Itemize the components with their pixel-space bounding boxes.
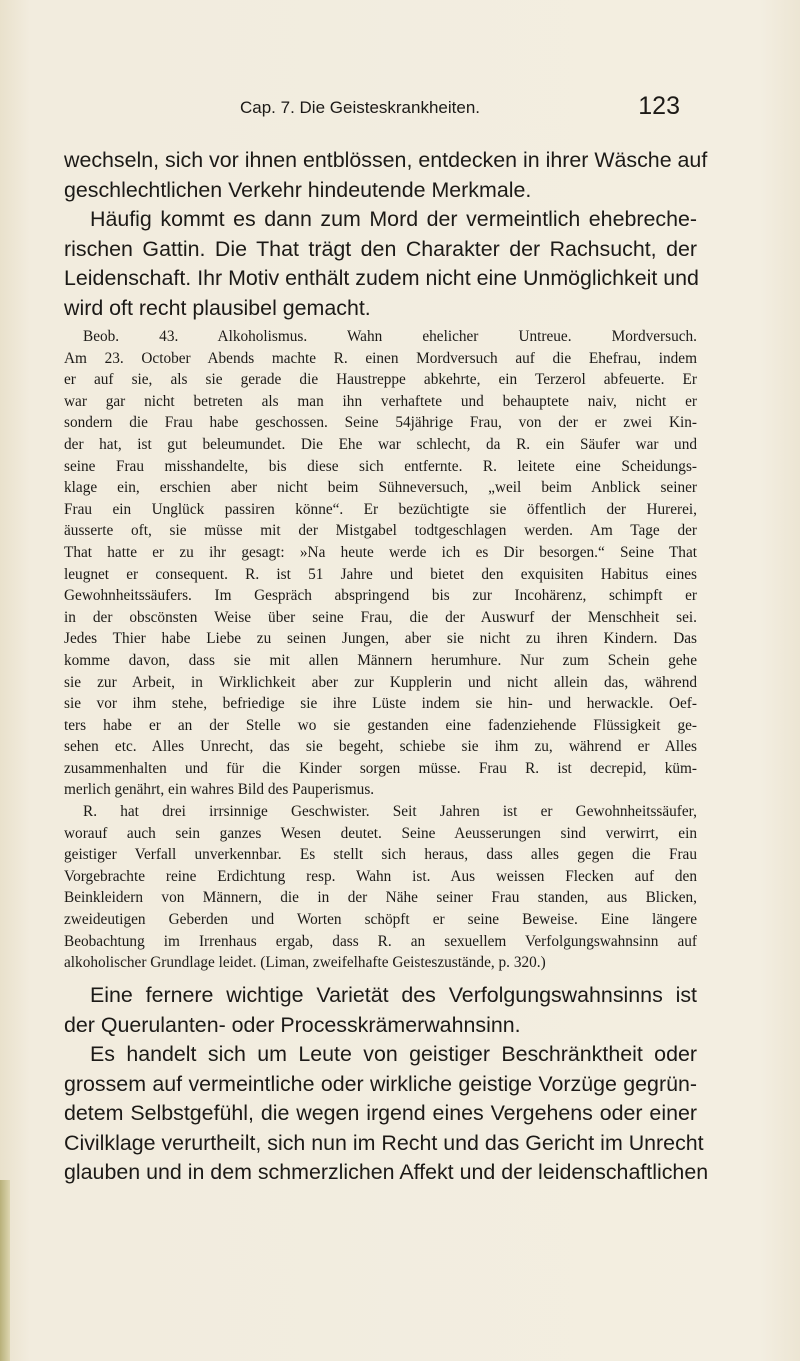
text-line: Jedes Thier habe Liebe zu seinen Jungen, aber sie nicht zu ihren Kindern. Das (64, 630, 697, 648)
text-line: rischen Gattin. Die That trägt den Charakter der Rachsucht, der (64, 236, 697, 261)
text-line: Beobachtung im Irrenhaus ergab, dass R. an sexuellem Verfolgungswahnsinn auf (64, 932, 697, 950)
text-line: Beinkleidern von Männern, die in der Nähe seiner Frau standen, aus Blicken, (64, 889, 697, 907)
paragraph-2 (64, 205, 697, 323)
text-line: sie vor ihm stehe, befriedige sie ihre Lüste indem sie hin- und herwackle. Oef- (64, 695, 697, 713)
text-line: Am 23. October Abends machte R. einen Mordversuch auf die Ehefrau, indem (64, 349, 697, 367)
text-line: Gewohnheitssäufers. Im Gespräch abspringend bis zur Incohärenz, schimpft er (64, 587, 697, 605)
text-line: merlich genährt, ein wahres Bild des Pauperismus. (64, 781, 375, 799)
text-line: in der obscönsten Weise über seine Frau, die der Auswurf der Menschheit sei. (64, 608, 697, 626)
text-line: Vorgebrachte reine Erdichtung resp. Wahn ist. Aus weissen Flecken auf den (64, 867, 697, 885)
text-line: zweideutigen Geberden und Worten schöpft er seine Beweise. Eine längere (64, 911, 697, 929)
text-line: leugnet er consequent. R. ist 51 Jahre und bietet den exquisiten Habitus eines (64, 565, 697, 583)
text-line: seine Frau misshandelte, bis diese sich entfernte. R. leitete eine Scheidungs- (64, 457, 697, 475)
text-line: wird oft recht plausibel gemacht. (64, 295, 371, 320)
text-line: Häufig kommt es dann zum Mord der vermeintlich ehebreche- (90, 207, 697, 231)
text-line: der hat, ist gut beleumundet. Die Ehe war schlecht, da R. ein Säufer war und (64, 435, 697, 453)
text-line: ters habe er an der Stelle wo sie gestanden eine fadenziehende Flüssigkeit ge- (64, 716, 697, 734)
text-line: geschlechtlichen Verkehr hindeutende Merkmale. (64, 177, 532, 202)
page-edge-shadow (0, 1180, 10, 1361)
text-line: komme davon, dass sie mit allen Männern herumhure. Nur zum Schein gehe (64, 651, 697, 669)
page-number: 123 (638, 92, 680, 120)
case-report (64, 326, 697, 974)
paragraph-1 (64, 146, 708, 205)
text-line: R. hat drei irrsinnige Geschwister. Seit Jahren ist er Gewohnheitssäufer, (83, 803, 697, 821)
running-title: Cap. 7. Die Geisteskrankheiten. (240, 98, 481, 117)
text-line: glauben und in dem schmerzlichen Affekt und der leidenschaftlichen (64, 1160, 709, 1185)
text-line: äusserte oft, sie müsse mit der Mistgabel todtgeschlagen werden. Am Tage der (64, 522, 697, 540)
text-line: Leidenschaft. Ihr Motiv enthält zudem nicht eine Unmöglichkeit und (64, 266, 699, 291)
text-line: grossem auf vermeintliche oder wirkliche geistige Vorzüge gegrün- (64, 1071, 697, 1096)
text-line: Frau ein Unglück passiren könne“. Er bezüchtigte sie öffentlich der Hurerei, (64, 500, 697, 518)
paragraph-4 (64, 1040, 709, 1188)
case-heading: Beob. 43. Alkoholismus. Wahn ehelicher Untreue. Mordversuch. (83, 328, 697, 345)
text-line: der Querulanten- oder Processkrämerwahnsinn. (64, 1012, 521, 1037)
text-line: Es handelt sich um Leute von geistiger Beschränktheit oder (90, 1042, 697, 1066)
text-line: alkoholischer Grundlage leidet. (Liman, zweifelhafte Geisteszustände, p. 320.) (64, 954, 546, 972)
text-line: wechseln, sich vor ihnen entblössen, entdecken in ihrer Wäsche auf (64, 148, 708, 172)
text-line: Eine fernere wichtige Varietät des Verfolgungswahnsinns ist (90, 983, 697, 1007)
page-header (200, 92, 680, 122)
text-line: sondern die Frau habe geschossen. Seine 54jährige Frau, von der er zwei Kin- (64, 414, 697, 432)
text-line: war gar nicht betreten als man ihn verhaftete und behauptete naiv, nicht er (64, 392, 697, 410)
text-line: Civilklage verurtheilt, sich nun im Recht und das Gericht im Unrecht (64, 1130, 704, 1155)
text-line: er auf sie, als sie gerade die Haustreppe abkehrte, ein Terzerol abfeuerte. Er (64, 371, 697, 389)
text-line: geistiger Verfall unverkennbar. Es stellt sich heraus, dass alles gegen die Frau (64, 846, 697, 864)
text-line: sie zur Arbeit, in Wirklichkeit aber zur Kupplerin und nicht allein das, während (64, 673, 697, 691)
text-line: sehen etc. Alles Unrecht, das sie begeht, schiebe sie ihm zu, während er Alles (64, 738, 697, 756)
text-line: zusammenhalten und für die Kinder sorgen müsse. Frau R. ist decrepid, küm- (64, 759, 697, 777)
text-line: klage ein, erschien aber nicht beim Sühneversuch, „weil beim Anblick seiner (64, 479, 697, 497)
text-line: detem Selbstgefühl, die wegen irgend eines Vergehens oder einer (64, 1101, 697, 1126)
text-line: That hatte er zu ihr gesagt: »Na heute werde ich es Dir besorgen.“ Seine That (64, 543, 697, 561)
paragraph-3 (64, 981, 697, 1040)
text-line: worauf auch sein ganzes Wesen deutet. Seine Aeusserungen sind verwirrt, ein (64, 824, 697, 842)
